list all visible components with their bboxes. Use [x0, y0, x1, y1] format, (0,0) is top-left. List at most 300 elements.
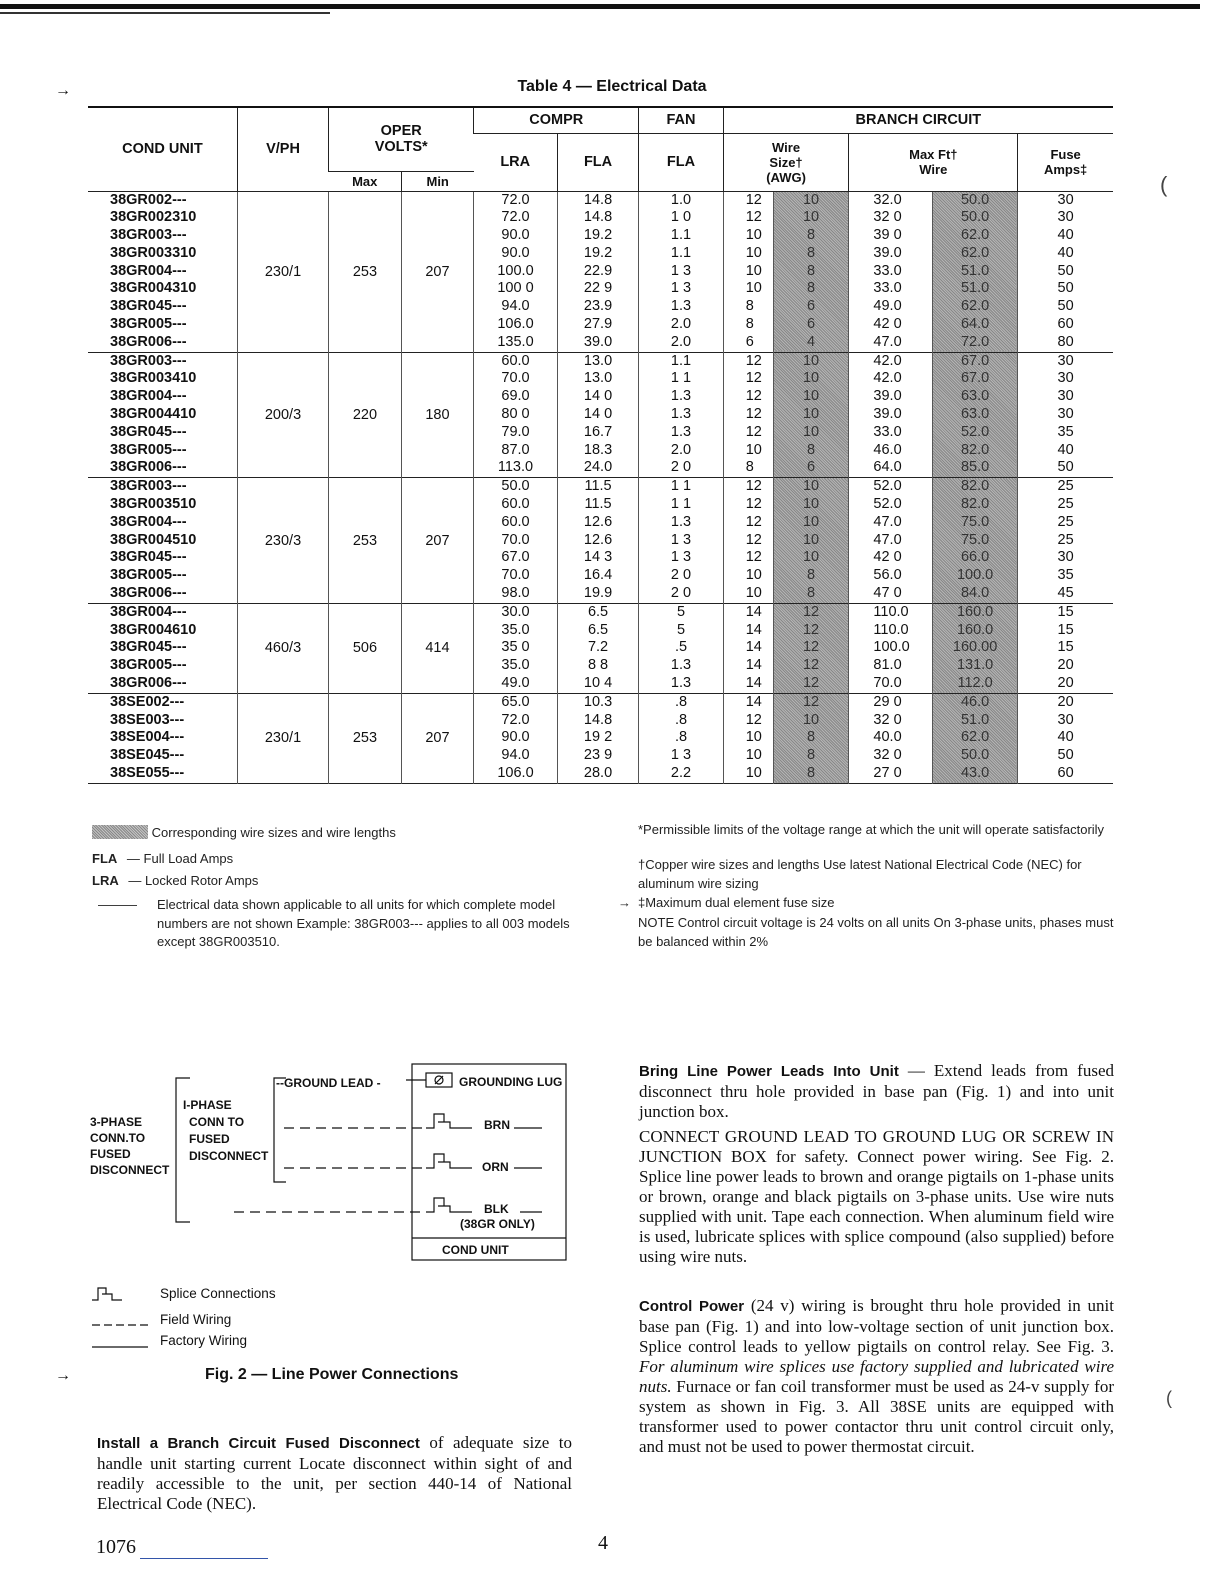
fan-fla-cell: [639, 191, 723, 352]
max-ft-alt-cell: [932, 352, 1017, 478]
lra-cell-value: 49.0: [501, 675, 530, 692]
max-ft-cell-value: 110.0: [873, 621, 909, 638]
fuse-cell-value: 25: [1057, 478, 1074, 495]
models-cell-value: 38GR002310: [110, 209, 197, 226]
wire-size-cell-value: 10: [745, 585, 762, 602]
footer-underline: [140, 1558, 268, 1559]
max-ft-cell-value: 39.0: [873, 244, 902, 261]
wire-size-alt-cell-value: 10: [802, 209, 820, 226]
models-cell-value: 38SE055---: [110, 765, 185, 781]
models-cell-value: 38GR003510: [110, 496, 197, 513]
fuse-cell-value: 25: [1057, 496, 1074, 513]
wire-size-cell-value: 12: [745, 191, 762, 208]
fuse-cell: [1018, 603, 1113, 693]
wire-size-alt-cell-value: 10: [802, 423, 820, 440]
fan-fla-cell-value: 1.3: [670, 388, 692, 405]
fan-fla-cell-value: 2.0: [670, 441, 692, 458]
max-ft-cell-value: 33.0: [873, 280, 902, 297]
wire-size-alt-cell-value: 10: [802, 496, 820, 513]
models-cell: [88, 478, 237, 604]
fan-fla-cell-value: .8: [674, 729, 688, 746]
wire-size-cell-value: 10: [745, 567, 762, 584]
lra-cell-value: 94.0: [501, 298, 530, 315]
fla-cell-value: 12.6: [583, 513, 613, 530]
fla-cell-value: 39.0: [583, 333, 613, 350]
fan-fla-cell-value: 5: [676, 621, 686, 638]
max-ft-alt-cell-value: 160.00: [952, 639, 998, 656]
fla-cell-value: 14.8: [583, 711, 613, 728]
wire-size-alt-cell: [773, 603, 849, 693]
note-star: *Permissible limits of the voltage range at which the unit will operate satisfactorily: [638, 822, 1105, 837]
wire-size-cell-value: 10: [745, 729, 762, 746]
models-cell-value: 38GR045---: [110, 298, 187, 315]
fla-cell: [557, 603, 638, 693]
max-ft-cell-value: 29 0: [873, 693, 902, 710]
models-cell-value: 38GR005---: [110, 316, 187, 333]
legend-fla: [92, 851, 233, 866]
header-vph: V/PH: [237, 107, 328, 191]
models-cell: [88, 352, 237, 478]
wire-size-alt-cell: [773, 352, 849, 478]
max-ft-cell-value: 47.0: [873, 333, 902, 350]
fuse-cell-value: 60: [1057, 765, 1074, 781]
wire-size-cell-value: 8: [745, 298, 754, 315]
max-ft-cell-value: 47.0: [873, 531, 902, 548]
fla-cell-value: 11.5: [584, 478, 612, 495]
fan-fla-cell-value: .8: [674, 693, 688, 710]
fuse-cell: [1018, 693, 1113, 783]
header-fan: FAN: [639, 107, 723, 133]
max-ft-cell-value: 56.0: [873, 567, 902, 584]
max-ft-cell-value: 47 0: [873, 585, 902, 602]
models-cell: [88, 693, 237, 783]
max-ft-alt-cell-value: 100.0: [956, 567, 994, 584]
wire-size-alt-cell-value: 10: [802, 406, 820, 423]
lra-cell-value: 60.0: [501, 513, 530, 530]
fuse-cell-value: 30: [1057, 388, 1074, 405]
wire-size-alt-cell-value: 8: [806, 441, 816, 458]
fan-fla-cell-value: 1 3: [670, 747, 692, 764]
models-cell-value: 38SE003---: [110, 711, 185, 728]
header-max-ft: Max Ft† Wire: [849, 133, 1018, 191]
max-ft-alt-cell-value: 62.0: [960, 227, 990, 244]
header-min: Min: [401, 171, 473, 191]
lra-cell-value: 94.0: [501, 747, 530, 764]
models-cell-value: 38GR003---: [110, 352, 187, 369]
max-ft-alt-cell-value: 51.0: [960, 711, 990, 728]
one-phase-disconnect: DISCONNECT: [189, 1149, 269, 1163]
wire-size-cell-value: 14: [745, 675, 762, 692]
wire-size-alt-cell-value: 6: [806, 316, 816, 333]
header-cond-unit: COND UNIT: [88, 107, 237, 191]
min-volts-cell: [401, 191, 473, 352]
max-ft-cell-value: 52.0: [873, 496, 902, 513]
wire-size-alt-cell-value: 8: [806, 585, 816, 602]
wire-size-alt-cell-value: 10: [802, 370, 820, 387]
max-volts-cell-value: 506: [352, 640, 378, 657]
fuse-cell-value: 25: [1057, 531, 1074, 548]
header-fan-fla: FLA: [639, 133, 723, 191]
models-cell-value: 38GR045---: [110, 549, 187, 566]
wire-size-alt-cell-value: 10: [802, 549, 820, 566]
lra-cell-value: 100 0: [497, 280, 534, 297]
max-volts-cell-value: 253: [352, 730, 378, 747]
fuse-cell-value: 80: [1057, 333, 1074, 350]
fuse-cell-value: 60: [1057, 316, 1074, 333]
wire-size-cell-value: 12: [745, 531, 762, 548]
vph-cell: [237, 693, 328, 783]
para-bring: [639, 1061, 1114, 1122]
lra-cell-value: 35 0: [501, 639, 530, 656]
models-cell: [88, 191, 237, 352]
models-cell-value: 38GR005---: [110, 657, 187, 674]
fuse-cell-value: 45: [1057, 585, 1074, 602]
table-row-group: [88, 603, 1113, 693]
models-cell-value: 38GR004610: [110, 621, 197, 638]
models-cell-value: 38GR004510: [110, 531, 197, 548]
max-ft-cell-value: 42.0: [873, 352, 902, 369]
legend-lra-def: — Locked Rotor Amps: [128, 873, 259, 888]
fan-fla-cell-value: .8: [674, 711, 688, 728]
fla-cell-value: 27.9: [583, 316, 613, 333]
wire-size-alt-cell-value: 12: [802, 603, 820, 620]
fan-fla-cell-value: 1.3: [670, 406, 692, 423]
fan-fla-cell-value: 1.3: [670, 298, 692, 315]
vph-cell: [237, 478, 328, 604]
max-ft-alt-cell-value: 63.0: [960, 388, 990, 405]
lra-cell-value: 69.0: [501, 388, 530, 405]
fan-fla-cell-value: 1 3: [670, 549, 692, 566]
fla-cell-value: 10 4: [583, 675, 613, 692]
three-phase-conn-to: CONN.TO: [90, 1131, 146, 1145]
lra-cell-value: 87.0: [501, 441, 530, 458]
lra-cell: [474, 693, 558, 783]
wire-size-cell-value: 10: [745, 262, 762, 279]
para-control-text-b: Furnace or fan coil transformer must be used as 24-v supply for system as shown in Fig. 3. All 38SE units are equipped with transformer used to power contactor thru unit control circuit only, and must not be used to power thermostat circuit.: [639, 1377, 1114, 1456]
wire-size-alt-cell-value: 4: [806, 333, 816, 350]
fla-cell-value: 22.9: [583, 262, 613, 279]
three-phase-disconnect: DISCONNECT: [90, 1163, 170, 1177]
legend-shade-text: Corresponding wire sizes and wire lengths: [151, 825, 396, 840]
models-cell-value: 38GR003---: [110, 227, 187, 244]
lra-cell-value: 70.0: [501, 370, 530, 387]
fla-cell-value: 16.7: [583, 423, 613, 440]
lra-cell-value: 35.0: [501, 621, 530, 638]
fan-fla-cell-value: 2 0: [670, 459, 692, 476]
footer-code: 1076: [96, 1536, 136, 1558]
fan-fla-cell: [639, 603, 723, 693]
max-ft-cell-value: 32 0: [873, 209, 902, 226]
lra-cell-value: 113.0: [497, 459, 534, 476]
max-ft-alt-cell-value: 82.0: [960, 496, 990, 513]
max-ft-cell-value: 47.0: [873, 513, 902, 530]
max-ft-alt-cell-value: 82.0: [960, 441, 990, 458]
wire-size-cell-value: 8: [745, 459, 754, 476]
fuse-cell-value: 35: [1057, 567, 1074, 584]
models-cell-value: 38GR006---: [110, 459, 187, 476]
lra-cell: [474, 603, 558, 693]
wire-size-cell: [723, 478, 773, 604]
legend-dash-key: ———: [98, 897, 137, 912]
fla-cell: [557, 191, 638, 352]
fan-fla-cell-value: 1 1: [670, 496, 692, 513]
wire-size-cell-value: 14: [745, 693, 762, 710]
lra-cell-value: 70.0: [501, 567, 530, 584]
max-ft-cell-value: 27 0: [873, 765, 902, 781]
wire-size-alt-cell-value: 10: [802, 478, 820, 495]
max-ft-cell: [849, 478, 933, 604]
max-ft-cell-value: 40.0: [873, 729, 902, 746]
wire-size-alt-cell: [773, 478, 849, 604]
fan-fla-cell-value: 1 3: [670, 280, 692, 297]
fla-cell: [557, 478, 638, 604]
lra-cell-value: 135.0: [497, 333, 534, 350]
max-ft-cell-value: 42 0: [873, 316, 902, 333]
max-ft-alt-cell-value: 46.0: [960, 693, 990, 710]
wire-size-cell-value: 10: [745, 765, 762, 781]
wire-size-cell-value: 12: [745, 513, 762, 530]
lra-cell-value: 30.0: [501, 603, 530, 620]
max-ft-alt-cell-value: 62.0: [960, 729, 990, 746]
vph-cell-value: 200/3: [264, 406, 302, 423]
models-cell-value: 38GR045---: [110, 423, 187, 440]
one-phase-fused: FUSED: [189, 1132, 230, 1146]
fan-fla-cell-value: 2 0: [670, 567, 692, 584]
fla-cell-value: 13.0: [583, 370, 613, 387]
wire-size-alt-cell-value: 12: [802, 675, 820, 692]
lra-cell-value: 72.0: [501, 191, 530, 208]
fuse-cell-value: 30: [1057, 406, 1074, 423]
factory-wiring-legend: Factory Wiring: [160, 1333, 248, 1348]
models-cell-value: 38GR004---: [110, 388, 187, 405]
fla-cell-value: 11.5: [584, 496, 612, 513]
top-rule: [0, 4, 1200, 9]
max-volts-cell: [329, 603, 401, 693]
fla-cell-value: 19.2: [583, 227, 613, 244]
max-ft-cell-value: 49.0: [873, 298, 902, 315]
max-ft-alt-cell-value: 52.0: [960, 423, 990, 440]
splice-legend: Splice Connections: [160, 1286, 276, 1301]
max-ft-alt-cell-value: 62.0: [960, 298, 990, 315]
one-phase-conn-to: CONN TO: [189, 1115, 245, 1129]
fan-fla-cell-value: 2 0: [670, 585, 692, 602]
fuse-cell-value: 50: [1057, 298, 1074, 315]
fuse-cell: [1018, 478, 1113, 604]
max-ft-alt-cell-value: 84.0: [960, 585, 990, 602]
lra-cell-value: 65.0: [501, 693, 530, 710]
vph-cell: [237, 603, 328, 693]
min-volts-cell: [401, 352, 473, 478]
table-row-group: [88, 693, 1113, 783]
wire-size-cell-value: 14: [745, 603, 762, 620]
para-control: [639, 1296, 1114, 1457]
lra-cell-value: 60.0: [501, 496, 530, 513]
wire-size-alt-cell-value: 12: [802, 639, 820, 656]
wire-size-alt-cell-value: 8: [806, 280, 816, 297]
models-cell-value: 38GR004---: [110, 603, 187, 620]
fla-cell-value: 6.5: [587, 603, 609, 620]
models-cell-value: 38GR004---: [110, 262, 187, 279]
lra-cell-value: 50.0: [501, 478, 530, 495]
ground-lead-label: --GROUND LEAD -: [276, 1076, 381, 1090]
wire-size-cell-value: 14: [745, 639, 762, 656]
wire-size-cell-value: 12: [745, 209, 762, 226]
header-oper-volts: OPER VOLTS*: [329, 107, 474, 171]
wire-size-alt-cell-value: 8: [806, 227, 816, 244]
models-cell-value: 38GR004---: [110, 513, 187, 530]
wire-size-cell-value: 12: [745, 423, 762, 440]
models-cell-value: 38GR006---: [110, 675, 187, 692]
wire-size-cell-value: 8: [745, 316, 754, 333]
min-volts-cell: [401, 693, 473, 783]
min-volts-cell: [401, 603, 473, 693]
fuse-cell-value: 35: [1057, 423, 1074, 440]
header-branch-circuit: BRANCH CIRCUIT: [723, 107, 1113, 133]
header-compr: COMPR: [474, 107, 639, 133]
wire-size-alt-cell-value: 8: [806, 244, 816, 261]
models-cell-value: 38GR005---: [110, 441, 187, 458]
fan-fla-cell-value: 2.0: [670, 333, 692, 350]
header-fuse-amps: Fuse Amps‡: [1018, 133, 1113, 191]
vph-cell: [237, 191, 328, 352]
max-ft-cell-value: 46.0: [873, 441, 902, 458]
lra-cell-value: 72.0: [501, 711, 530, 728]
max-ft-alt-cell-value: 43.0: [960, 765, 990, 781]
vph-cell-value: 230/1: [264, 730, 302, 747]
fla-cell-value: 7.2: [587, 639, 609, 656]
grounding-lug-label: GROUNDING LUG: [459, 1075, 563, 1089]
wire-size-alt-cell-value: 10: [802, 388, 820, 405]
fan-fla-cell: [639, 693, 723, 783]
fan-fla-cell-value: .5: [674, 639, 688, 656]
margin-mark-2: (: [1166, 1388, 1172, 1408]
lra-cell-value: 35.0: [501, 657, 530, 674]
fuse-cell-value: 40: [1057, 244, 1074, 261]
header-wire-size: Wire Size† (AWG): [723, 133, 849, 191]
wire-size-alt-cell-value: 10: [802, 711, 820, 728]
para-control-heading: Control Power: [639, 1298, 745, 1315]
fuse-cell-value: 20: [1057, 693, 1074, 710]
page-number: 4: [598, 1532, 608, 1554]
lra-cell: [474, 191, 558, 352]
orn-label: ORN: [482, 1160, 509, 1174]
models-cell-value: 38GR003410: [110, 370, 197, 387]
fan-fla-cell-value: 1.1: [670, 227, 692, 244]
max-ft-alt-cell-value: 160.0: [956, 621, 994, 638]
note-dagger: †Copper wire sizes and lengths Use latest National Electrical Code (NEC) for aluminum wire sizing: [638, 857, 1082, 891]
models-cell-value: 38GR003310: [110, 244, 197, 261]
fla-cell-value: 23.9: [583, 298, 613, 315]
fla-cell-value: 14 3: [583, 549, 613, 566]
table-title: Table 4 — Electrical Data: [517, 78, 707, 95]
models-cell-value: 38GR006---: [110, 333, 187, 350]
max-ft-alt-cell-value: 160.0: [956, 603, 994, 620]
fla-cell-value: 19 2: [583, 729, 613, 746]
fan-fla-cell-value: 1.3: [670, 513, 692, 530]
fuse-cell-value: 30: [1057, 209, 1074, 226]
wire-size-cell-value: 12: [745, 496, 762, 513]
fan-fla-cell-value: 1 3: [670, 262, 692, 279]
max-ft-cell-value: 39 0: [873, 227, 902, 244]
wire-size-alt-cell-value: 10: [802, 352, 820, 369]
fla-cell-value: 14 0: [583, 406, 613, 423]
wire-size-alt-cell-value: 8: [806, 765, 816, 781]
wire-size-cell-value: 12: [745, 352, 762, 369]
max-volts-cell-value: 253: [352, 263, 378, 280]
models-cell: [88, 603, 237, 693]
lra-cell-value: 90.0: [501, 227, 530, 244]
wire-size-alt-cell-value: 6: [806, 298, 816, 315]
para-bring-text: — Extend leads from fused disconnect thru hole provided in base pan (Fig. 1) and into unit junction box.: [639, 1061, 1115, 1121]
shade-swatch: [92, 825, 148, 839]
max-ft-alt-cell: [932, 191, 1017, 352]
max-ft-cell-value: 100.0: [873, 639, 910, 656]
wire-size-cell-value: 12: [745, 478, 762, 495]
lra-cell-value: 98.0: [501, 585, 530, 602]
fan-fla-cell-value: 2.2: [670, 765, 692, 781]
max-ft-cell: [849, 352, 933, 478]
max-ft-alt-cell-value: 51.0: [960, 262, 990, 279]
cond-unit-label: COND UNIT: [442, 1243, 509, 1257]
min-volts-cell-value: 207: [425, 532, 450, 549]
models-cell-value: 38GR003---: [110, 478, 187, 495]
lra-cell: [474, 478, 558, 604]
min-volts-cell-value: 207: [425, 263, 450, 280]
three-phase-label: 3-PHASE: [90, 1115, 143, 1129]
wire-size-cell-value: 10: [745, 441, 762, 458]
wire-size-alt-cell: [773, 693, 849, 783]
wire-size-cell-value: 12: [745, 711, 762, 728]
fla-cell-value: 12.6: [583, 531, 613, 548]
min-volts-cell-value: 180: [425, 406, 450, 423]
max-ft-cell-value: 33.0: [873, 262, 902, 279]
fuse-cell-value: 50: [1057, 280, 1074, 297]
electrical-data-table: [88, 106, 1113, 784]
max-ft-alt-cell-value: 72.0: [960, 333, 990, 350]
fan-fla-cell-value: 1.3: [670, 423, 692, 440]
fuse-cell-value: 30: [1057, 370, 1074, 387]
fan-fla-cell-value: 5: [676, 603, 686, 620]
max-ft-cell-value: 52.0: [873, 478, 902, 495]
wire-size-cell-value: 14: [745, 657, 762, 674]
fla-cell-value: 13.0: [583, 352, 613, 369]
lra-cell-value: 60.0: [501, 352, 530, 369]
lra-cell-value: 100.0: [497, 262, 534, 279]
para-connect: CONNECT GROUND LEAD TO GROUND LUG OR SCREW IN JUNCTION BOX for safety. Connect power wiring. See Fig. 2. Splice line power leads to brown and orange pigtails on 1-phase units or brown, orange and black pigtails on 3-phase units. Use wire nuts supplied with unit. Tape each connection. When aluminum field wire is used, lubricate splices with splice compound (also supplied) before using wire nuts.: [639, 1127, 1114, 1266]
wire-size-cell-value: 12: [745, 549, 762, 566]
change-arrow-fig: →: [55, 1367, 71, 1384]
header-lra: LRA: [474, 133, 558, 191]
three-phase-fused: FUSED: [90, 1147, 131, 1161]
fuse-cell: [1018, 352, 1113, 478]
max-ft-alt-cell-value: 50.0: [960, 209, 990, 226]
blk-label: BLK: [484, 1202, 509, 1216]
lra-cell-value: 67.0: [501, 549, 530, 566]
fla-cell-value: 24.0: [583, 459, 613, 476]
fuse-cell-value: 30: [1057, 711, 1074, 728]
margin-mark: (: [1160, 172, 1168, 197]
lra-cell-value: 70.0: [501, 531, 530, 548]
wire-size-cell: [723, 693, 773, 783]
min-volts-cell-value: 207: [425, 730, 450, 747]
wire-size-alt-cell-value: 10: [802, 531, 820, 548]
max-ft-alt-cell: [932, 603, 1017, 693]
fuse-cell-value: 50: [1057, 262, 1074, 279]
wire-size-cell-value: 12: [745, 406, 762, 423]
fuse-cell-value: 40: [1057, 441, 1074, 458]
models-cell-value: 38GR004410: [110, 406, 197, 423]
max-volts-cell: [329, 352, 401, 478]
